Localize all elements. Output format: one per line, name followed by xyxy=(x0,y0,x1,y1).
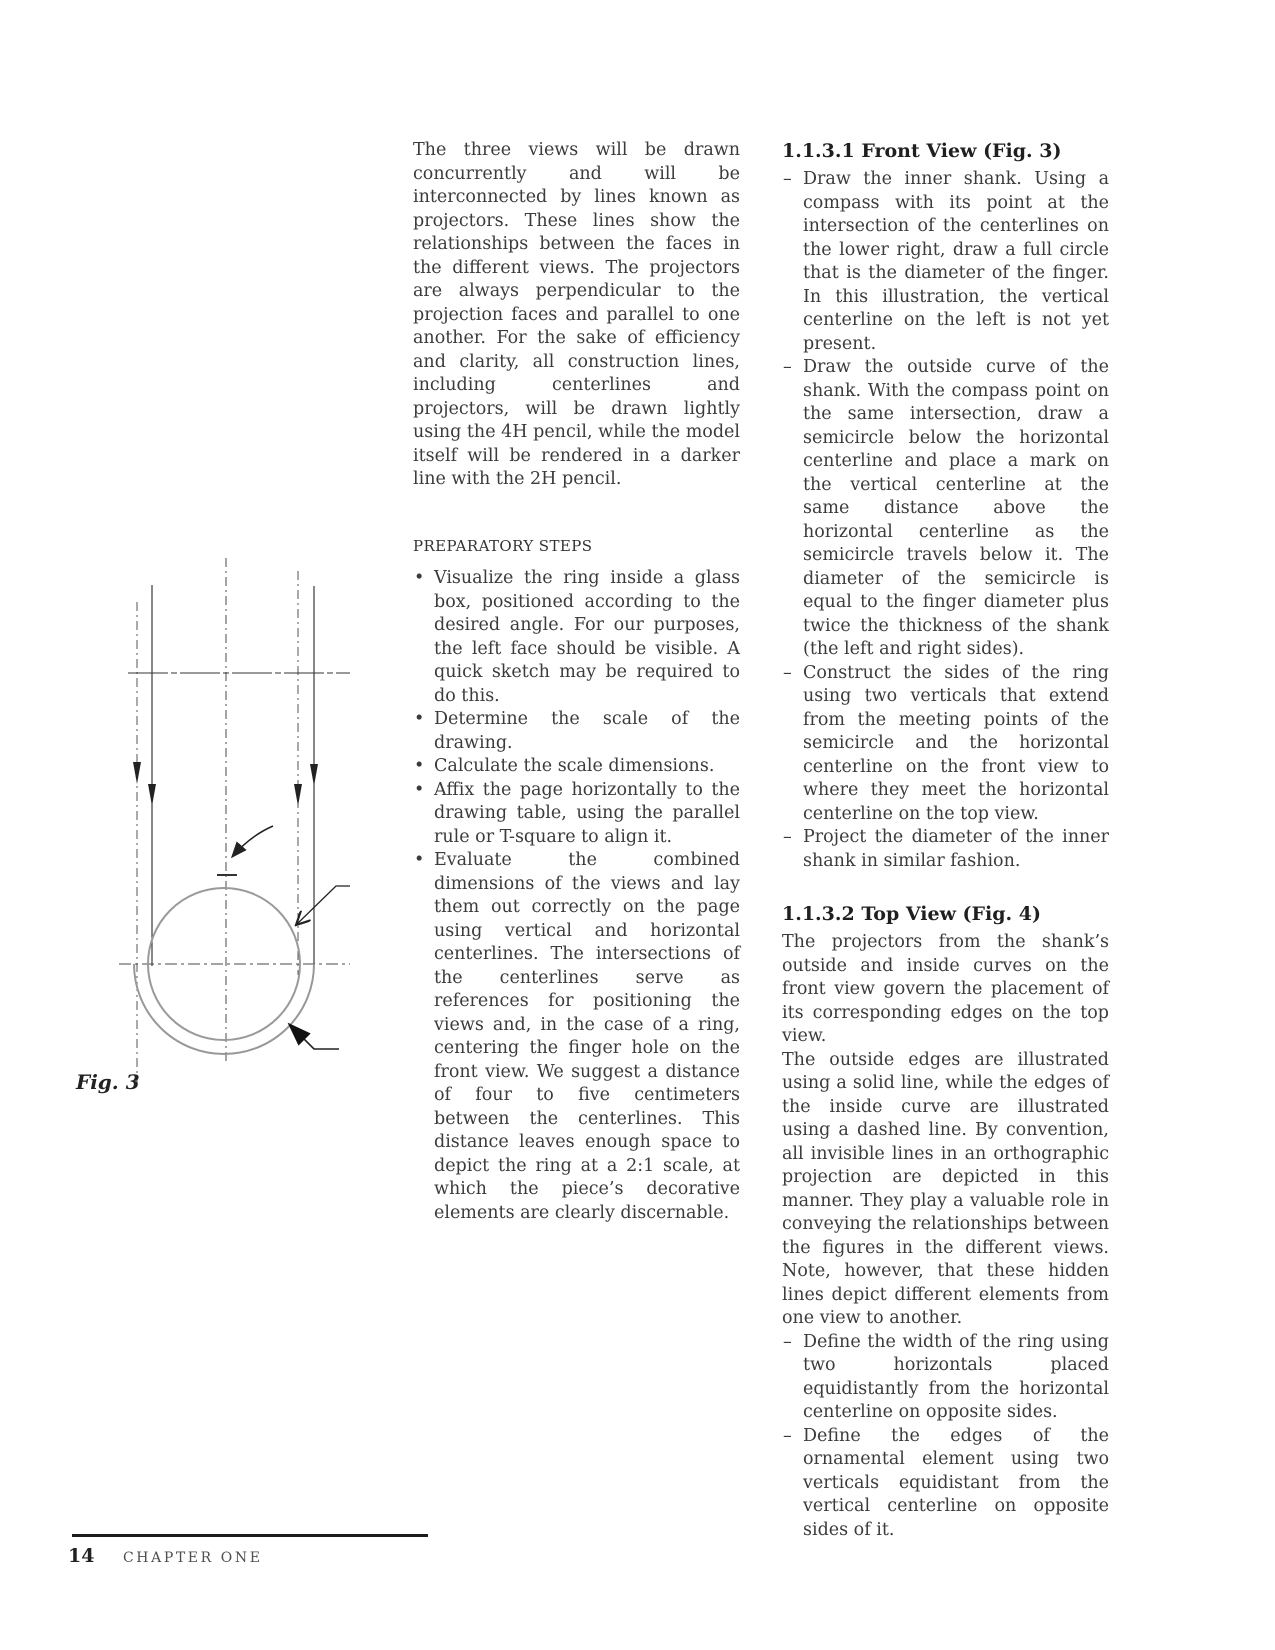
bullet-icon: • xyxy=(414,850,425,870)
list-item-text: Define the edges of the ornamental element using two verticals equidistant from the vertical centerline on opposite sides of it. xyxy=(803,1425,1109,1540)
intro-paragraph: The three views will be drawn concurrently and will be interconnected by lines known as projectors. These lines show the relationships between the faces in the different views. The projectors are always perpendicular to the projection faces and parallel to one another. For the sake of efficiency and clarity, all construction lines, including centerlines and projectors, will be drawn lightly using the 4H pencil, while the model itself will be rendered in a darker line with the 2H pencil. xyxy=(413,140,740,489)
projector-arrow-icon xyxy=(294,784,302,806)
list-item-text: Construct the sides of the ring using two verticals that extend from the meeting points of the semicircle and the horizontal centerline on the front view to where they meet the horizontal centerline on the top view. xyxy=(803,662,1109,824)
list-item-text: Project the diameter of the inner shank in similar fashion. xyxy=(803,827,1109,871)
list-item xyxy=(782,168,1109,356)
dash-icon: – xyxy=(783,827,792,847)
footer-rule xyxy=(72,1534,428,1537)
bullet-icon: • xyxy=(414,779,425,800)
list-item-text: Determine the scale of the drawing. xyxy=(434,709,740,753)
list-item xyxy=(782,1425,1109,1543)
list-item xyxy=(782,1331,1109,1425)
figure-caption: Fig. 3 xyxy=(76,1070,140,1094)
straight-leader-arrow xyxy=(296,886,350,925)
list-item xyxy=(413,567,740,708)
list-item-text: Calculate the scale dimensions. xyxy=(434,756,715,776)
list-item-text: Visualize the ring inside a glass box, positioned according to the desired angle. For our purposes, the left face should be visible. A quick sketch may be required to do this. xyxy=(434,568,740,706)
list-item xyxy=(782,356,1109,662)
bullet-icon: • xyxy=(414,756,425,776)
page-number: 14 xyxy=(68,1545,95,1567)
top-view-paragraph: The projectors from the shank’s outside and inside curves on the front view govern the placement of its corresponding edges on the top view. xyxy=(782,932,1109,1046)
chapter-label: CHAPTER ONE xyxy=(123,1550,263,1566)
list-item-text: Define the width of the ring using two horizontals placed equidistantly from the horizontal centerline on opposite sides. xyxy=(803,1331,1109,1422)
dash-icon: – xyxy=(783,662,792,683)
dash-icon: – xyxy=(783,169,792,189)
list-item-text: Draw the inner shank. Using a compass with its point at the intersection of the centerlines on the lower right, draw a full circle that is the diameter of the finger. In this illustration, the vertical centerline on the left is not yet present. xyxy=(803,169,1109,354)
bullet-icon: • xyxy=(414,709,425,729)
list-item xyxy=(413,755,740,779)
projector-arrow-icon xyxy=(133,762,141,784)
list-item xyxy=(413,708,740,755)
curved-leader-arrow xyxy=(232,826,273,857)
dash-icon: – xyxy=(783,1425,792,1446)
list-item xyxy=(782,826,1109,873)
list-item xyxy=(782,662,1109,827)
list-item-text: Draw the outside curve of the shank. With the compass point on the same intersection, draw a semicircle below the horizontal centerline and place a mark on the vertical centerline at the same distance above the horizontal centerline as the semicircle travels below it. The diameter of the semicircle is equal to the finger diameter plus twice the thickness of the shank (the left and right sides). xyxy=(803,357,1109,659)
list-item xyxy=(413,779,740,850)
dash-icon: – xyxy=(783,357,792,377)
front-view-steps-list xyxy=(782,168,1109,873)
list-item-text: Evaluate the combined dimensions of the views and lay them out correctly on the page using vertical and horizontal centerlines. The intersections of the centerlines serve as references for positioning the views and, in the case of a ring, centering the finger hole on the front view. We suggest a distance of four to five centimeters between the centerlines. This distance leaves enough space to depict the ring at a 2:1 scale, at which the piece’s decorative elements are clearly discernable. xyxy=(434,850,740,1223)
preparatory-steps-heading: PREPARATORY STEPS xyxy=(413,536,593,555)
projector-arrow-icon xyxy=(310,764,318,786)
ring-construction-drawing xyxy=(110,520,360,1100)
front-view-heading: 1.1.3.1 Front View (Fig. 3) xyxy=(782,140,1062,162)
list-item xyxy=(413,849,740,1225)
preparatory-steps-list xyxy=(413,567,740,1225)
text-column-right xyxy=(782,139,1109,1542)
top-view-heading: 1.1.3.2 Top View (Fig. 4) xyxy=(782,903,1041,925)
dash-icon: – xyxy=(783,1331,792,1352)
text-column-left xyxy=(413,139,740,1225)
figure-fig3 xyxy=(110,520,360,1100)
top-view-steps-list xyxy=(782,1331,1109,1543)
top-view-paragraph: The outside edges are illustrated using a solid line, while the edges of the inside curve are illustrated using a dashed line. By convention, all invisible lines in an orthographic projection are depicted in this manner. They play a valuable role in conveying the relationships between the figures in the different views. Note, however, that these hidden lines depict different elements from one view to another. xyxy=(782,1049,1109,1328)
list-item-text: Affix the page horizontally to the drawing table, using the parallel rule or T-square to align it. xyxy=(434,779,740,847)
bottom-leader-arrow xyxy=(290,1025,339,1049)
projector-arrow-icon xyxy=(148,784,156,806)
bullet-icon: • xyxy=(414,568,425,588)
